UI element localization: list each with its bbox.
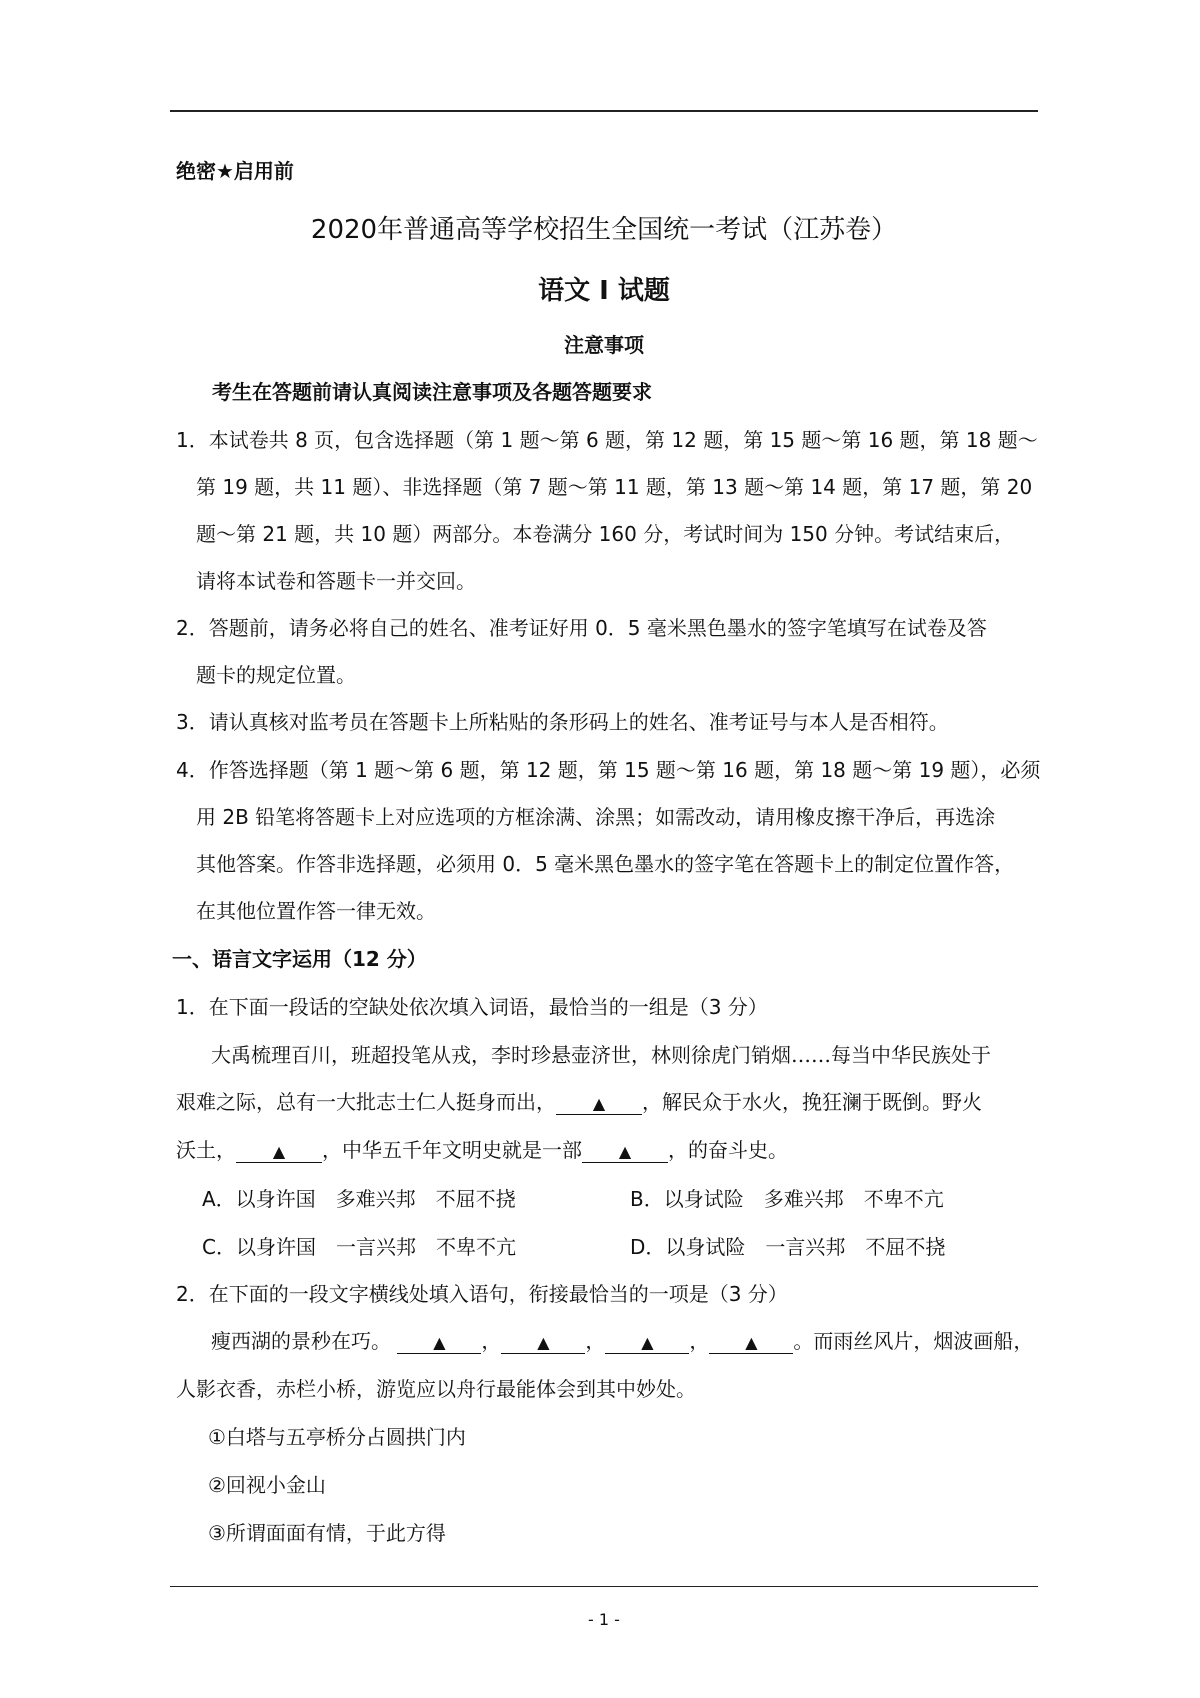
answer-blank-2: ▲: [236, 1142, 322, 1163]
option-a: A．以身许国 多难兴邦 不屈不挠: [202, 1187, 516, 1211]
question-2-stem: 2．在下面的一段文字横线处填入语句，衔接最恰当的一项是（3 分）: [176, 1282, 788, 1306]
passage-text: ，解民众于水火，挽狂澜于既倒。野火: [642, 1090, 982, 1114]
instruction-1-line-4: 请将本试卷和答题卡一并交回。: [196, 569, 476, 593]
instruction-2-line-2: 题卡的规定位置。: [196, 663, 356, 687]
question-2-item-2: ②回视小金山: [208, 1473, 326, 1497]
notice-heading: 注意事项: [564, 333, 644, 357]
passage-text: 瘦西湖的景秒在巧。: [211, 1329, 391, 1353]
top-rule: [170, 110, 1038, 112]
instruction-3-line-1: 3．请认真核对监考员在答题卡上所粘贴的条形码上的姓名、准考证号与本人是否相符。: [176, 710, 949, 734]
answer-blank-1: ▲: [556, 1094, 642, 1115]
option-c: C．以身许国 一言兴邦 不卑不亢: [202, 1235, 516, 1259]
section-1-heading: 一、语言文字运用（12 分）: [172, 947, 427, 971]
bottom-rule: [170, 1586, 1038, 1587]
passage-text: 艰难之际，总有一大批志士仁人挺身而出，: [176, 1090, 556, 1114]
separator: ，: [689, 1329, 710, 1353]
answer-blank-6: ▲: [605, 1333, 689, 1354]
instruction-1-line-3: 题～第 21 题，共 10 题）两部分。本卷满分 160 分，考试时间为 150 分钟。考试结束后，: [196, 522, 1015, 546]
instruction-4-line-1: 4．作答选择题（第 1 题～第 6 题，第 12 题，第 15 题～第 16 题，第 18 题～第 19 题），必须: [176, 758, 1041, 782]
instruction-2-line-1: 2．答题前，请务必将自己的姓名、准考证好用 0．5 毫米黑色墨水的签字笔填写在试卷及答: [176, 616, 987, 640]
exam-title: 2020年普通高等学校招生全国统一考试（江苏卷）: [310, 215, 898, 245]
passage-text: 沃土，: [176, 1138, 236, 1162]
answer-blank-5: ▲: [501, 1333, 585, 1354]
question-2-passage-line-2: 人影衣香，赤栏小桥，游览应以舟行最能体会到其中妙处。: [176, 1377, 696, 1401]
secret-mark: 绝密★启用前: [176, 159, 294, 183]
page-number: - 1 -: [588, 1610, 620, 1629]
notice-intro: 考生在答题前请认真阅读注意事项及各题答题要求: [212, 380, 652, 404]
paper-subtitle: 语文 I 试题: [538, 276, 670, 306]
answer-blank-7: ▲: [709, 1333, 793, 1354]
instruction-1-line-2: 第 19 题，共 11 题）、非选择题（第 7 题～第 11 题，第 13 题～第 14 题，第 17 题，第 20: [196, 475, 1033, 499]
passage-text: ，中华五千年文明史就是一部: [322, 1138, 582, 1162]
question-2-item-1: ①白塔与五亭桥分占圆拱门内: [208, 1425, 466, 1449]
option-b: B．以身试险 多难兴邦 不卑不亢: [630, 1187, 944, 1211]
question-2-passage-line-1: [211, 1329, 1033, 1354]
question-2-item-3: ③所谓面面有情，于此方得: [208, 1521, 446, 1545]
passage-text: 。而雨丝风片，烟波画船，: [793, 1329, 1034, 1353]
question-1-stem: 1．在下面一段话的空缺处依次填入词语，最恰当的一组是（3 分）: [176, 995, 768, 1019]
option-d: D．以身试险 一言兴邦 不屈不挠: [630, 1235, 946, 1259]
question-1-passage-line-3: [176, 1138, 788, 1163]
answer-blank-4: ▲: [397, 1333, 481, 1354]
question-1-passage-line-1: 大禹梳理百川，班超投笔从戎，李时珍悬壶济世，林则徐虎门销烟……每当中华民族处于: [211, 1043, 991, 1067]
instruction-1-line-1: 1．本试卷共 8 页，包含选择题（第 1 题～第 6 题，第 12 题，第 15 题～第 16 题，第 18 题～: [176, 428, 1038, 452]
answer-blank-3: ▲: [582, 1142, 668, 1163]
separator: ，: [481, 1329, 502, 1353]
question-1-passage-line-2: [176, 1090, 982, 1115]
separator: ，: [585, 1329, 606, 1353]
instruction-4-line-2: 用 2B 铅笔将答题卡上对应选项的方框涂满、涂黑；如需改动，请用橡皮擦干净后，再选涂: [196, 805, 996, 829]
instruction-4-line-4: 在其他位置作答一律无效。: [196, 899, 436, 923]
instruction-4-line-3: 其他答案。作答非选择题，必须用 0．5 毫米黑色墨水的签字笔在答题卡上的制定位置作答，: [196, 852, 1015, 876]
passage-text: ，的奋斗史。: [668, 1138, 788, 1162]
